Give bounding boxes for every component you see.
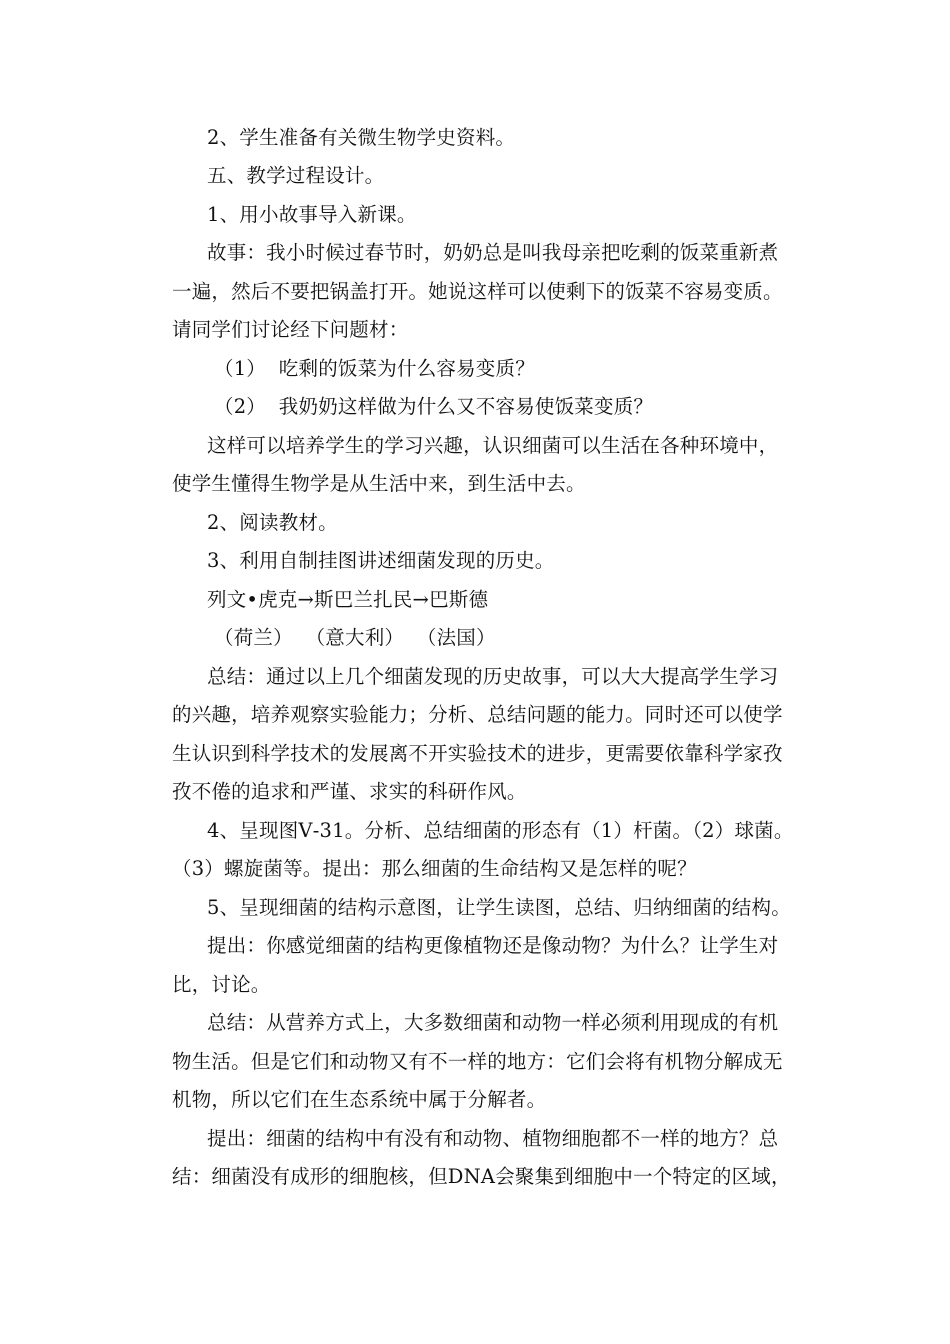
text-line: 使学生懂得生物学是从生活中来，到生活中去。 xyxy=(172,472,586,495)
text-line: 提出：细菌的结构中有没有和动物、植物细胞都不一样的地方？总 xyxy=(207,1127,779,1150)
text-line: 物生活。但是它们和动物又有不一样的地方：它们会将有机物分解成无 xyxy=(172,1050,783,1073)
text-line: （2） 我奶奶这样做为什么又不容易使饭菜变质？ xyxy=(214,395,654,418)
text-line: 机物，所以它们在生态系统中属于分解者。 xyxy=(172,1088,547,1111)
text-line: 5、呈现细菌的结构示意图，让学生读图，总结、归纳细菌的结构。 xyxy=(207,896,791,919)
text-line: （1） 吃剩的饭菜为什么容易变质？ xyxy=(214,357,535,380)
text-line: （荷兰） （意大利） （法国） xyxy=(214,626,496,649)
text-line: 4、呈现图Ⅴ-31。分析、总结细菌的形态有（1）杆菌。（2）球菌。 xyxy=(207,819,794,842)
text-line: 总结：通过以上几个细菌发现的历史故事，可以大大提高学生学习 xyxy=(207,665,779,688)
text-line: 提出：你感觉细菌的结构更像植物还是像动物？为什么？让学生对 xyxy=(207,934,779,957)
text-line: 这样可以培养学生的学习兴趣，认识细菌可以生活在各种环境中， xyxy=(207,434,779,457)
text-line: 孜不倦的追求和严谨、求实的科研作风。 xyxy=(172,780,527,803)
text-line: 总结：从营养方式上，大多数细菌和动物一样必须利用现成的有机 xyxy=(207,1011,779,1034)
text-line: 2、学生准备有关微生物学史资料。 xyxy=(207,126,516,149)
text-line: 的兴趣，培养观察实验能力；分析、总结问题的能力。同时还可以使学 xyxy=(172,703,783,726)
text-line: 3、利用自制挂图讲述细菌发现的历史。 xyxy=(207,549,555,572)
text-line: 五、教学过程设计。 xyxy=(207,164,385,187)
text-line: （3）螺旋菌等。提出：那么细菌的生命结构又是怎样的呢？ xyxy=(172,857,697,880)
text-line: 请同学们讨论经下问题材： xyxy=(172,318,409,341)
text-line: 2、阅读教材。 xyxy=(207,511,338,534)
text-line: 1、用小故事导入新课。 xyxy=(207,203,417,226)
text-line: 故事：我小时候过春节时，奶奶总是叫我母亲把吃剩的饭菜重新煮 xyxy=(207,241,779,264)
text-line: 一遍，然后不要把锅盖打开。她说这样可以使剩下的饭菜不容易变质。 xyxy=(172,280,783,303)
text-line: 结：细菌没有成形的细胞核，但DNA会聚集到细胞中一个特定的区域， xyxy=(172,1165,791,1188)
text-line: 比，讨论。 xyxy=(172,973,271,996)
text-line: 列文•虎克→斯巴兰扎民→巴斯德 xyxy=(207,588,489,611)
text-line: 生认识到科学技术的发展离不开实验技术的进步，更需要依靠科学家孜 xyxy=(172,742,783,765)
